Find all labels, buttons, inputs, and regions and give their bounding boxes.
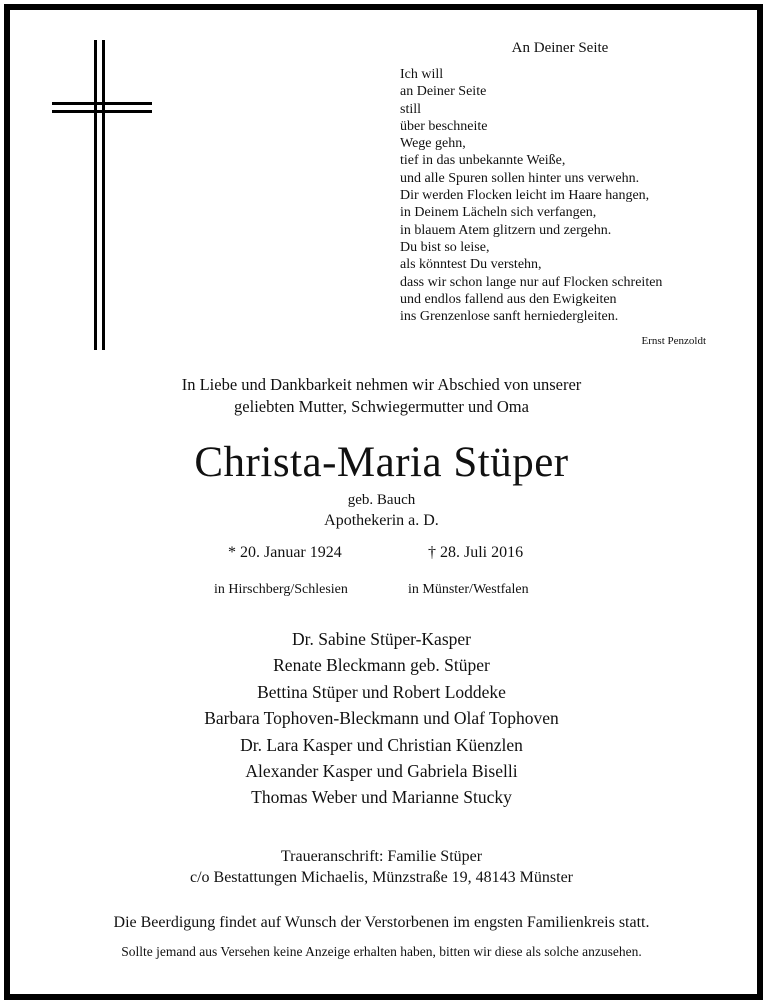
poem-line: und endlos fallend aus den Ewigkeiten [400, 291, 617, 307]
born-place: in Hirschberg/Schlesien [214, 582, 348, 597]
family-member: Thomas Weber und Marianne Stucky [251, 787, 512, 808]
poem-line: dass wir schon lange nur auf Flocken schreiten [400, 274, 663, 290]
poem-line: an Deiner Seite [400, 84, 487, 100]
poem-line: Du bist so leise, [400, 239, 490, 255]
family-member: Barbara Tophoven-Bleckmann und Olaf Tophoven [204, 708, 559, 729]
poem-line: Wege gehn, [400, 136, 466, 152]
poem-line: Dir werden Flocken leicht im Haare hangen, [400, 188, 650, 204]
poem-line: still [400, 101, 422, 117]
intro-line: In Liebe und Dankbarkeit nehmen wir Abschied von unserer [181, 375, 582, 394]
family-member: Bettina Stüper und Robert Loddeke [257, 681, 506, 702]
poem-line: in blauem Atem glitzern und zergehn. [400, 222, 612, 238]
poem-line: ins Grenzenlose sanft herniedergleiten. [400, 309, 619, 325]
poem-line: und alle Spuren sollen hinter uns verwehn. [400, 170, 640, 186]
profession: Apothekerin a. D. [324, 512, 439, 529]
died-date: † 28. Juli 2016 [428, 544, 524, 561]
poem-line: in Deinem Lächeln sich verfangen, [400, 205, 597, 221]
address-line: c/o Bestattungen Michaelis, Münzstraße 19, 48143 Münster [189, 869, 574, 886]
family-list [0, 626, 763, 811]
missing-notice-note: Sollte jemand aus Versehen keine Anzeige erhalten haben, bitten wir diese als solche anzusehen. [121, 944, 642, 959]
address-line: Traueranschrift: Familie Stüper [280, 848, 483, 865]
family-member: Dr. Sabine Stüper-Kasper [292, 629, 471, 649]
poem-author: Ernst Penzoldt [641, 335, 706, 347]
family-member: Alexander Kasper und Gabriela Biselli [245, 761, 518, 782]
born-date: * 20. Januar 1924 [228, 544, 342, 561]
poem-title: An Deiner Seite [511, 40, 609, 56]
poem-line: tief in das unbekannte Weiße, [400, 153, 566, 169]
cross-icon [52, 40, 152, 350]
poem [400, 66, 662, 325]
funeral-note: Die Beerdigung findet auf Wunsch der Verstorbenen im engsten Familienkreis statt. [113, 914, 650, 931]
intro-line: geliebten Mutter, Schwiegermutter und Oma [234, 397, 529, 416]
family-member: Renate Bleckmann geb. Stüper [273, 655, 490, 676]
family-member: Dr. Lara Kasper und Christian Küenzlen [240, 734, 523, 755]
died-place: in Münster/Westfalen [408, 582, 529, 597]
deceased-name: Christa-Maria Stüper [194, 439, 569, 486]
poem-line: als könntest Du verstehn, [400, 257, 542, 273]
mourning-address [0, 846, 763, 888]
poem-line: Ich will [400, 67, 444, 82]
intro-text [0, 374, 763, 418]
birth-name: geb. Bauch [347, 492, 416, 508]
poem-line: über beschneite [400, 118, 488, 134]
